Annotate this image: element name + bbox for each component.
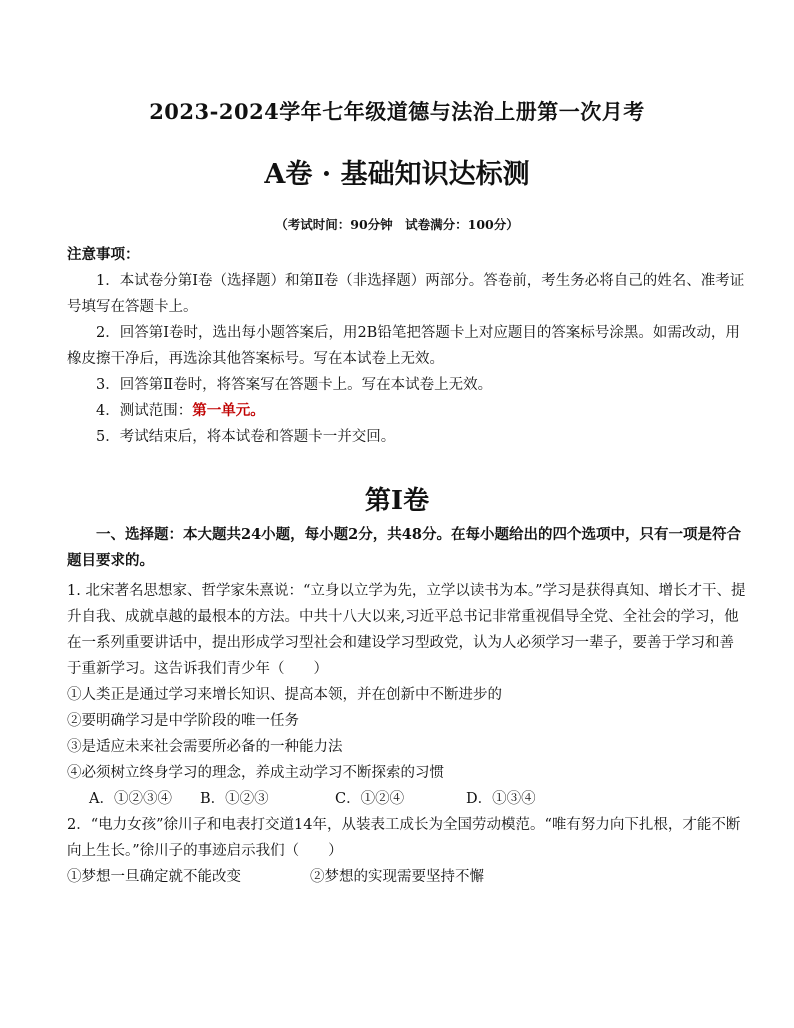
question-2-statement: ②梦想的实现需要坚持不懈	[310, 869, 484, 885]
exam-info: （考试时间：90分钟 试卷满分：100分）	[275, 217, 519, 232]
question-1-statement: ③是适应未来社会需要所必备的一种能力法	[67, 739, 343, 755]
option-d: D．①③④	[466, 791, 536, 807]
question-1-stem: 1. 北宋著名思想家、哲学家朱熹说：“立身以立学为先，立学以读书为本。”学习是获得真知、增长才干、提升自我、成就卓越的最根本的方法。中共十八大以来,习近平总书记非常重视倡导全党、全社会的学习，他在一系列重要讲话中，提出形成学习型社会和建设学习型政党，认为人必须学习一辈子，要善于学习和善于重新学习。这告诉我们青少年（ ）	[67, 583, 746, 677]
question-1-statement: ④必须树立终身学习的理念，养成主动学习不断探索的习惯	[67, 765, 444, 781]
note-item-4-prefix: 4．测试范围：	[96, 403, 193, 419]
exam-subtitle: A卷 · 基础知识达标测	[264, 159, 530, 190]
option-c: C．①②④	[335, 791, 405, 807]
question-2-statement: ①梦想一旦确定就不能改变	[67, 869, 241, 885]
note-item-4	[67, 398, 747, 424]
volume-title: 第Ⅰ卷	[364, 486, 430, 516]
option-b: B．①②③	[200, 791, 269, 807]
section-heading: 一、选择题：本大题共24小题，每小题2分，共48分。在每小题给出的四个选项中，只有一项是符合题目要求的。	[67, 526, 741, 569]
notes-list	[67, 268, 747, 450]
notes-heading: 注意事项：	[67, 246, 140, 263]
note-item-1: 1．本试卷分第Ⅰ卷（选择题）和第Ⅱ卷（非选择题）两部分。答卷前，考生务必将自己的姓名、准考证号填写在答题卡上。	[67, 273, 745, 315]
test-range: 第一单元。	[192, 402, 265, 419]
question-2-stem: 2．“电力女孩”徐川子和电表打交道14年，从装表工成长为全国劳动模范。“唯有努力向下扎根，才能不断向上生长。”徐川子的事迹启示我们（ ）	[67, 817, 741, 859]
question-1-options	[67, 786, 747, 812]
exam-title: 2023-2024学年七年级道德与法治上册第一次月考	[149, 99, 645, 124]
question-1-statement: ①人类正是通过学习来增长知识、提高本领，并在创新中不断进步的	[67, 687, 502, 703]
option-a: A．①②③④	[89, 791, 172, 807]
question-1-statement: ②要明确学习是中学阶段的唯一任务	[67, 713, 299, 729]
note-item-5: 5．考试结束后，将本试卷和答题卡一并交回。	[96, 429, 396, 445]
note-item-2: 2．回答第Ⅰ卷时，选出每小题答案后，用2B铅笔把答题卡上对应题目的答案标号涂黑。如需改动，用橡皮擦干净后，再选涂其他答案标号。写在本试卷上无效。	[67, 325, 740, 367]
question-2-statements	[67, 864, 747, 890]
note-item-3: 3．回答第Ⅱ卷时，将答案写在答题卡上。写在本试卷上无效。	[96, 377, 493, 393]
question-list	[67, 578, 747, 890]
